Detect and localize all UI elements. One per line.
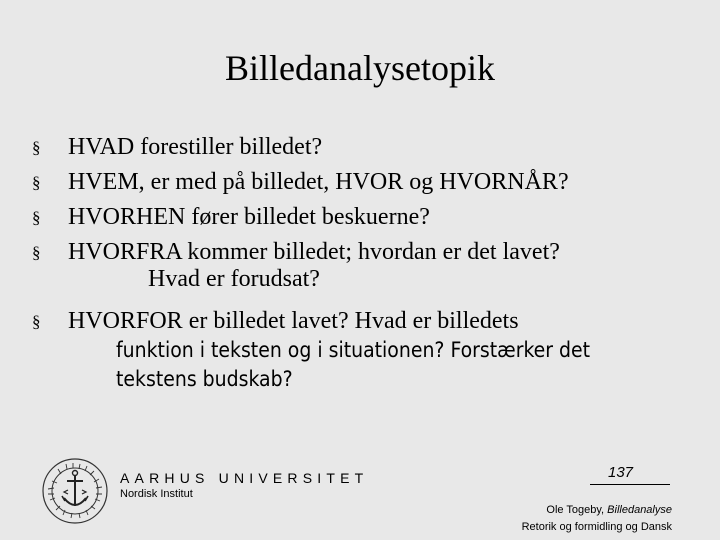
bullet-marker-icon: § — [32, 243, 41, 262]
course-name: Retorik og formidling og Dansk — [521, 521, 672, 533]
footer-divider — [590, 484, 670, 485]
bullet-marker-icon: § — [32, 173, 41, 192]
author-name: Ole Togeby, — [546, 504, 608, 516]
bullet-text: HVAD forestiller billedet? — [68, 134, 323, 160]
bullet-text-continuation: Hvad er forudsat? — [148, 266, 320, 292]
bullet-text-continuation: tekstens budskab? — [116, 367, 293, 391]
aarhus-university-seal-icon — [40, 456, 110, 526]
university-name: AARHUS UNIVERSITET — [120, 470, 369, 486]
bullet-text: HVORHEN fører billedet beskuerne? — [68, 204, 430, 230]
bullet-text: HVEM, er med på billedet, HVOR og HVORNÅR? — [68, 169, 569, 195]
author-credit — [546, 504, 672, 516]
author-work-title: Billedanalyse — [607, 504, 672, 516]
page-number: 137 — [608, 464, 634, 481]
bullet-marker-icon: § — [32, 312, 41, 331]
bullet-text: HVORFRA kommer billedet; hvordan er det lavet? — [68, 239, 560, 265]
institute-name: Nordisk Institut — [120, 488, 193, 500]
bullet-text-continuation: funktion i teksten og i situationen? Forstærker det — [116, 338, 591, 362]
bullet-text: HVORFOR er billedet lavet? Hvad er billedets — [68, 308, 519, 334]
bullet-marker-icon: § — [32, 138, 41, 157]
slide-title: Billedanalysetopik — [225, 48, 495, 88]
bullet-marker-icon: § — [32, 208, 41, 227]
